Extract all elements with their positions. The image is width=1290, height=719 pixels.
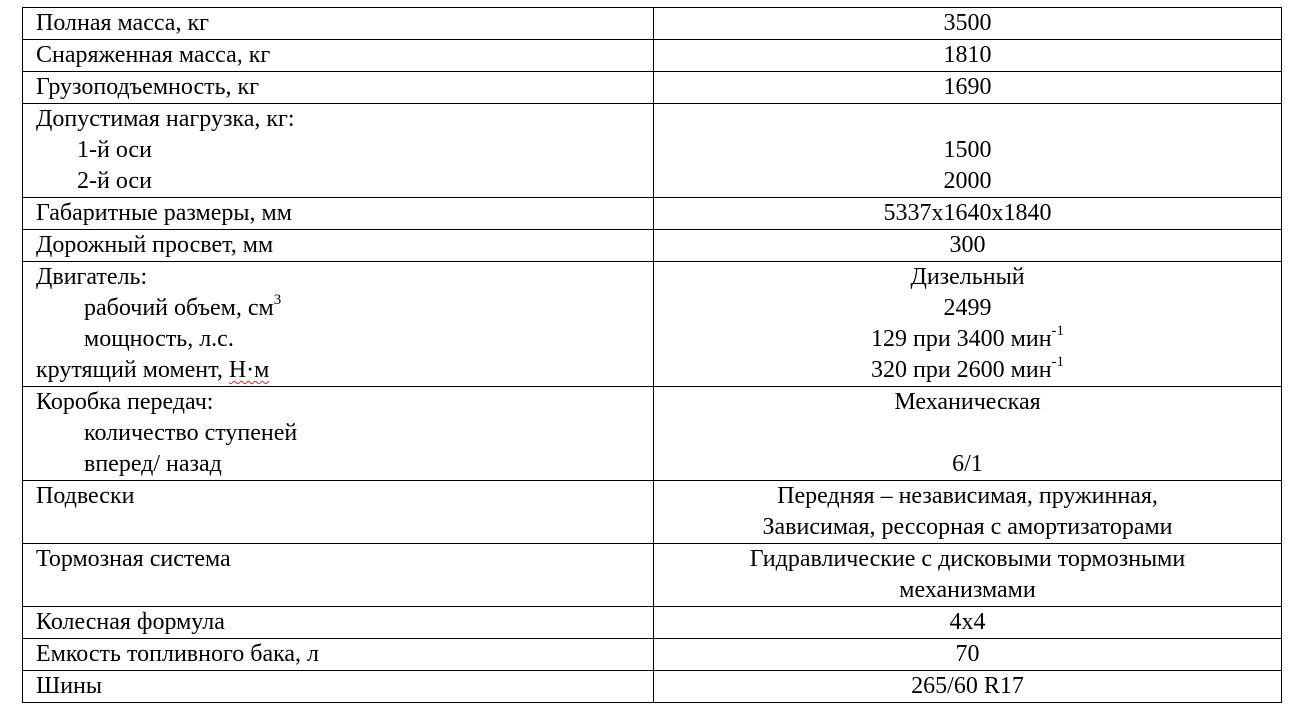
displacement-label xyxy=(23,293,653,324)
label-cell xyxy=(23,72,654,104)
value-cell xyxy=(654,671,1282,703)
table-row xyxy=(23,544,1282,607)
value-cell xyxy=(654,544,1282,607)
row-value: 4х4 xyxy=(949,609,986,635)
row-value: 265/60 R17 xyxy=(911,673,1024,699)
row-label: Подвески xyxy=(36,483,135,509)
value-cell xyxy=(654,72,1282,104)
label-cell xyxy=(23,104,654,198)
gears-label-line2: вперед/ назад xyxy=(84,451,222,477)
value-cell xyxy=(654,8,1282,40)
gears-value: 6/1 xyxy=(952,451,983,477)
blank-line xyxy=(654,104,1281,135)
table-row xyxy=(23,387,1282,481)
label-cell xyxy=(23,262,654,387)
label-cell xyxy=(23,8,654,40)
table-row xyxy=(23,481,1282,544)
torque-value xyxy=(654,355,1281,386)
engine-type-value: Дизельный xyxy=(910,264,1025,290)
blank-line xyxy=(654,418,1281,449)
axle2-value: 2000 xyxy=(943,168,992,194)
table-row xyxy=(23,72,1282,104)
row-label: Габаритные размеры, мм xyxy=(36,200,292,226)
torque-unit: Н·м xyxy=(228,357,270,383)
torque-label-text: крутящий момент, xyxy=(36,357,229,383)
row-label: Емкость топливного бака, л xyxy=(36,641,320,667)
gears-label-line1: количество ступеней xyxy=(84,420,298,446)
row-label: Коробка передач: xyxy=(36,389,214,415)
value-cell xyxy=(654,481,1282,544)
table-row xyxy=(23,198,1282,230)
brakes-value-line1: Гидравлические с дисковыми тормозными xyxy=(749,546,1186,572)
value-cell xyxy=(654,198,1282,230)
power-value xyxy=(654,324,1281,355)
row-label: Тормозная система xyxy=(36,546,231,572)
label-cell xyxy=(23,40,654,72)
table-row xyxy=(23,40,1282,72)
gearbox-type-value: Механическая xyxy=(894,389,1041,415)
value-cell xyxy=(654,387,1282,481)
label-cell xyxy=(23,544,654,607)
row-label: Снаряженная масса, кг xyxy=(36,42,271,68)
value-cell xyxy=(654,230,1282,262)
label-cell xyxy=(23,230,654,262)
table-row xyxy=(23,639,1282,671)
table-row xyxy=(23,671,1282,703)
row-label: Грузоподъемность, кг xyxy=(36,74,260,100)
row-value: 300 xyxy=(949,232,986,258)
label-cell xyxy=(23,387,654,481)
value-cell xyxy=(654,104,1282,198)
axle1-value: 1500 xyxy=(943,137,992,163)
row-label: Двигатель: xyxy=(36,264,148,290)
value-cell xyxy=(654,40,1282,72)
label-cell xyxy=(23,481,654,544)
displacement-label-text: рабочий объем, см xyxy=(84,295,274,321)
suspension-value-line2: Зависимая, рессорная с амортизаторами xyxy=(762,514,1173,540)
torque-label xyxy=(23,355,653,386)
table-row xyxy=(23,230,1282,262)
row-value: 5337х1640х1840 xyxy=(883,200,1052,226)
row-value: 1690 xyxy=(943,74,992,100)
displacement-exponent: 3 xyxy=(273,293,282,308)
label-cell xyxy=(23,671,654,703)
row-label: Колесная формула xyxy=(36,609,225,635)
row-label: Допустимая нагрузка, кг: xyxy=(36,106,295,132)
table-row xyxy=(23,8,1282,40)
value-cell xyxy=(654,262,1282,387)
value-cell xyxy=(654,639,1282,671)
specifications-table xyxy=(22,7,1282,703)
table-row xyxy=(23,607,1282,639)
table-row xyxy=(23,262,1282,387)
label-cell xyxy=(23,198,654,230)
brakes-value-line2: механизмами xyxy=(899,577,1036,603)
label-cell xyxy=(23,639,654,671)
label-cell xyxy=(23,607,654,639)
row-value: 70 xyxy=(955,641,980,667)
axle1-label: 1-й оси xyxy=(77,137,152,163)
value-cell xyxy=(654,607,1282,639)
torque-exponent: -1 xyxy=(1051,355,1065,370)
row-label: Полная масса, кг xyxy=(36,10,209,36)
displacement-value: 2499 xyxy=(943,295,992,321)
power-label: мощность, л.с. xyxy=(84,326,234,352)
table-row xyxy=(23,104,1282,198)
axle2-label: 2-й оси xyxy=(77,168,152,194)
row-value: 1810 xyxy=(943,42,992,68)
row-value: 3500 xyxy=(943,10,992,36)
row-label: Дорожный просвет, мм xyxy=(36,232,274,258)
row-label: Шины xyxy=(36,673,103,699)
suspension-value-line1: Передняя – независимая, пружинная, xyxy=(777,483,1158,509)
torque-value-text: 320 при 2600 мин xyxy=(870,357,1052,383)
power-exponent: -1 xyxy=(1051,324,1065,339)
power-value-text: 129 при 3400 мин xyxy=(870,326,1052,352)
